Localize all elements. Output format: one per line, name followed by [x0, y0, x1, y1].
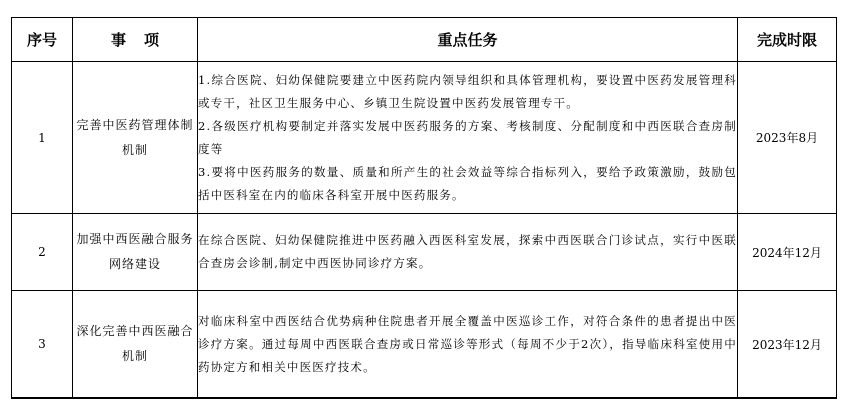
row-deadline: 2024年12月 — [738, 214, 837, 291]
row-item: 深化完善中西医融合机制 — [73, 291, 198, 399]
table-row — [12, 62, 837, 214]
task-line: 2.各级医疗机构要制定并落实发展中医药服务的方案、考核制度、分配制度和中西医联合查房制度等 — [198, 118, 737, 156]
key-tasks-table — [11, 17, 837, 399]
task-line: 3.要将中医药服务的数量、质量和所产生的社会效益等综合指标列入，要给予政策激励，鼓励包括中医科室在内的临床各科室开展中医药服务。 — [198, 164, 737, 202]
task-line: 在综合医院、妇幼保健院推进中医药融入西医科室发展，探索中西医联合门诊试点，实行中医联合查房会诊制,制定中西医协同诊疗方案。 — [198, 233, 737, 270]
row-task — [198, 291, 738, 399]
row-deadline: 2023年12月 — [738, 291, 837, 399]
header-item: 事项 — [73, 18, 198, 62]
task-line: 对临床科室中西医结合优势病种住院患者开展全覆盖中医巡诊工作，对符合条件的患者提出中医诊疗方案。通过每周中西医联合查房或日常巡诊等形式（每周不少于2次），指导临床科室使用中药协定方和相关中医医疗技术。 — [198, 313, 737, 374]
table-row — [12, 214, 837, 291]
row-number: 2 — [12, 214, 73, 291]
row-task — [198, 214, 738, 291]
row-number: 3 — [12, 291, 73, 399]
row-item: 加强中西医融合服务网络建设 — [73, 214, 198, 291]
row-number: 1 — [12, 62, 73, 214]
row-task — [198, 62, 738, 214]
row-deadline: 2023年8月 — [738, 62, 837, 214]
header-task: 重点任务 — [198, 18, 738, 62]
task-line: 1.综合医院、妇幼保健院要建立中医药院内领导组织和具体管理机构，要设置中医药发展管理科或专干，社区卫生服务中心、乡镇卫生院设置中医药发展管理专干。 — [198, 72, 737, 110]
table-row — [12, 291, 837, 399]
table-header-row — [12, 18, 837, 62]
header-no: 序号 — [12, 18, 73, 62]
header-deadline: 完成时限 — [738, 18, 837, 62]
row-item: 完善中医药管理体制机制 — [73, 62, 198, 214]
